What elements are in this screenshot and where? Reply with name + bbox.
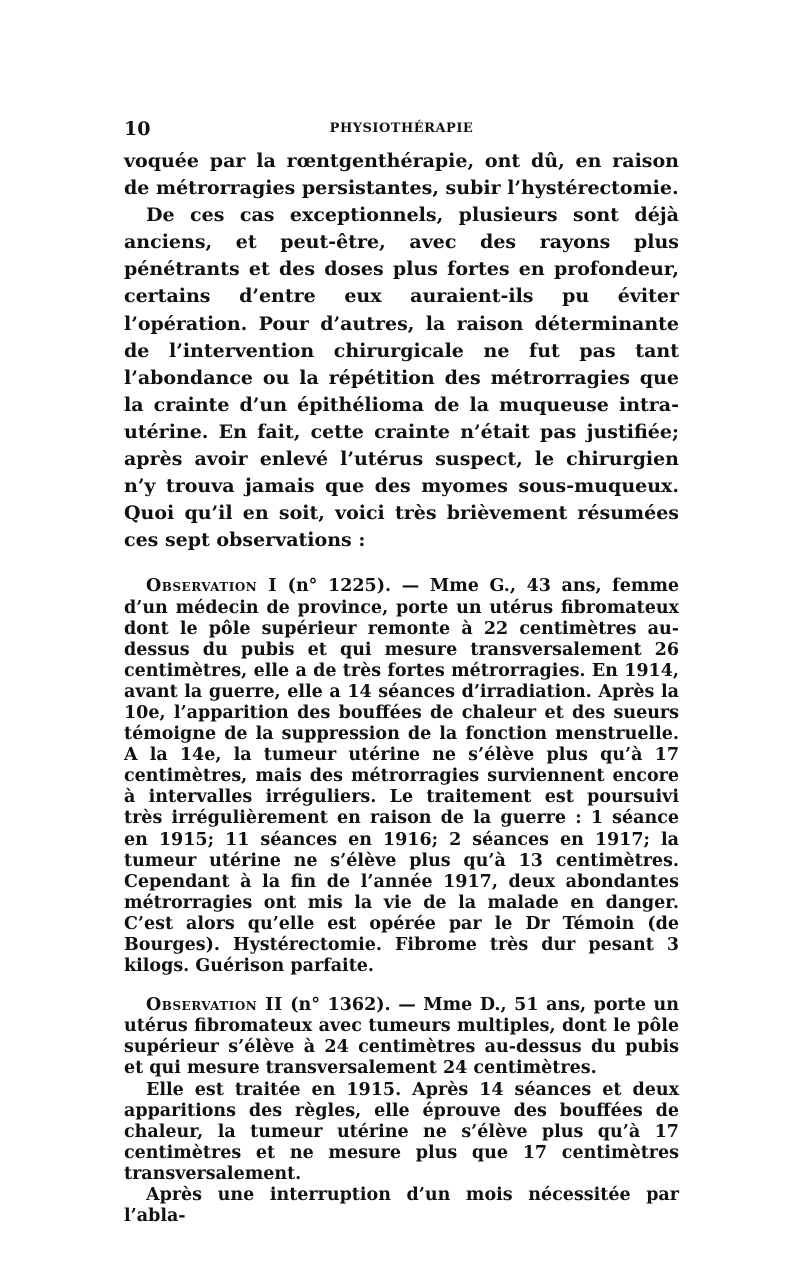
section-gap: [124, 554, 679, 576]
section-gap: [124, 977, 679, 995]
page-number: 10: [124, 118, 151, 140]
observation-2-paragraph-2: Elle est traitée en 1915. Après 14 séances et deux apparitions des règles, elle éprouve des bouffées de chaleur, la tumeur utérine ne s’élève plus qu’à 17 centimètres et ne mesure plus que 17 centimètres transversalement.: [124, 1079, 679, 1184]
observation-2-text: (n° 1362). — Mme D., 51 ans, porte un utérus fibromateux avec tumeurs multiples, dont le pôle supérieur s’élève à 24 centimètres au-dessus du pubis et qui mesure transversalement 24 centimètres.: [124, 995, 679, 1079]
paragraph-continuation: voquée par la rœntgenthérapie, ont dû, en raison de métrorragies persistantes, subir l’hystérectomie.: [124, 150, 679, 200]
observation-1: [124, 576, 679, 977]
observation-2-paragraph-3: Après une interruption d’un mois nécessitée par l’abla-: [124, 1185, 679, 1227]
running-header: [124, 118, 679, 148]
book-page: [124, 118, 679, 1227]
observation-1-text: (n° 1225). — Mme G., 43 ans, femme d’un médecin de province, porte un utérus fibromateux dont le pôle supérieur remonte à 22 centimètres au-dessus du pubis et qui mesure transversalement 26 centimètres, elle a de très fortes métrorragies. En 1914, avant la guerre, elle a 14 séances d’irradiation. Après la 10e, l’apparition des bouffées de chaleur et des sueurs témoigne de la suppression de la fonction menstruelle. A la 14e, la tumeur utérine ne s’élève plus qu’à 17 centimètres, mais des métrorragies surviennent encore à intervalles irréguliers. Le traitement est poursuivi très irrégulièrement en raison de la guerre : 1 séance en 1915; 11 séances en 1916; 2 séances en 1917; la tumeur utérine ne s’élève plus qu’à 13 centimètres. Cependant à la fin de l’année 1917, deux abondantes métrorragies ont mis la vie de la malade en danger. C’est alors qu’elle est opérée par le Dr Témoin (de Bourges). Hystérectomie. Fibrome très dur pesant 3 kilogs. Guérison parfaite.: [124, 576, 679, 977]
observation-2: [124, 995, 679, 1079]
observation-1-heading: Observation I: [146, 576, 278, 597]
paragraph-exceptional-cases: De ces cas exceptionnels, plusieurs sont déjà anciens, et peut-être, avec des rayons plus pénétrants et des doses plus fortes en profondeur, certains d’entre eux auraient-ils pu éviter l’opération. Pour d’autres, la raison déterminante de l’intervention chirurgicale ne fut pas tant l’abondance ou la répétition des métrorragies que la crainte d’un épithélioma de la muqueuse intra-utérine. En fait, cette crainte n’était pas justifiée; après avoir enlevé l’utérus suspect, le chirurgien n’y trouva jamais que des myomes sous-muqueux. Quoi qu’il en soit, voici très brièvement résumées ces sept observations :: [124, 204, 679, 552]
running-title: PHYSIOTHÉRAPIE: [329, 121, 474, 136]
observation-2-heading: Observation II: [146, 995, 283, 1016]
